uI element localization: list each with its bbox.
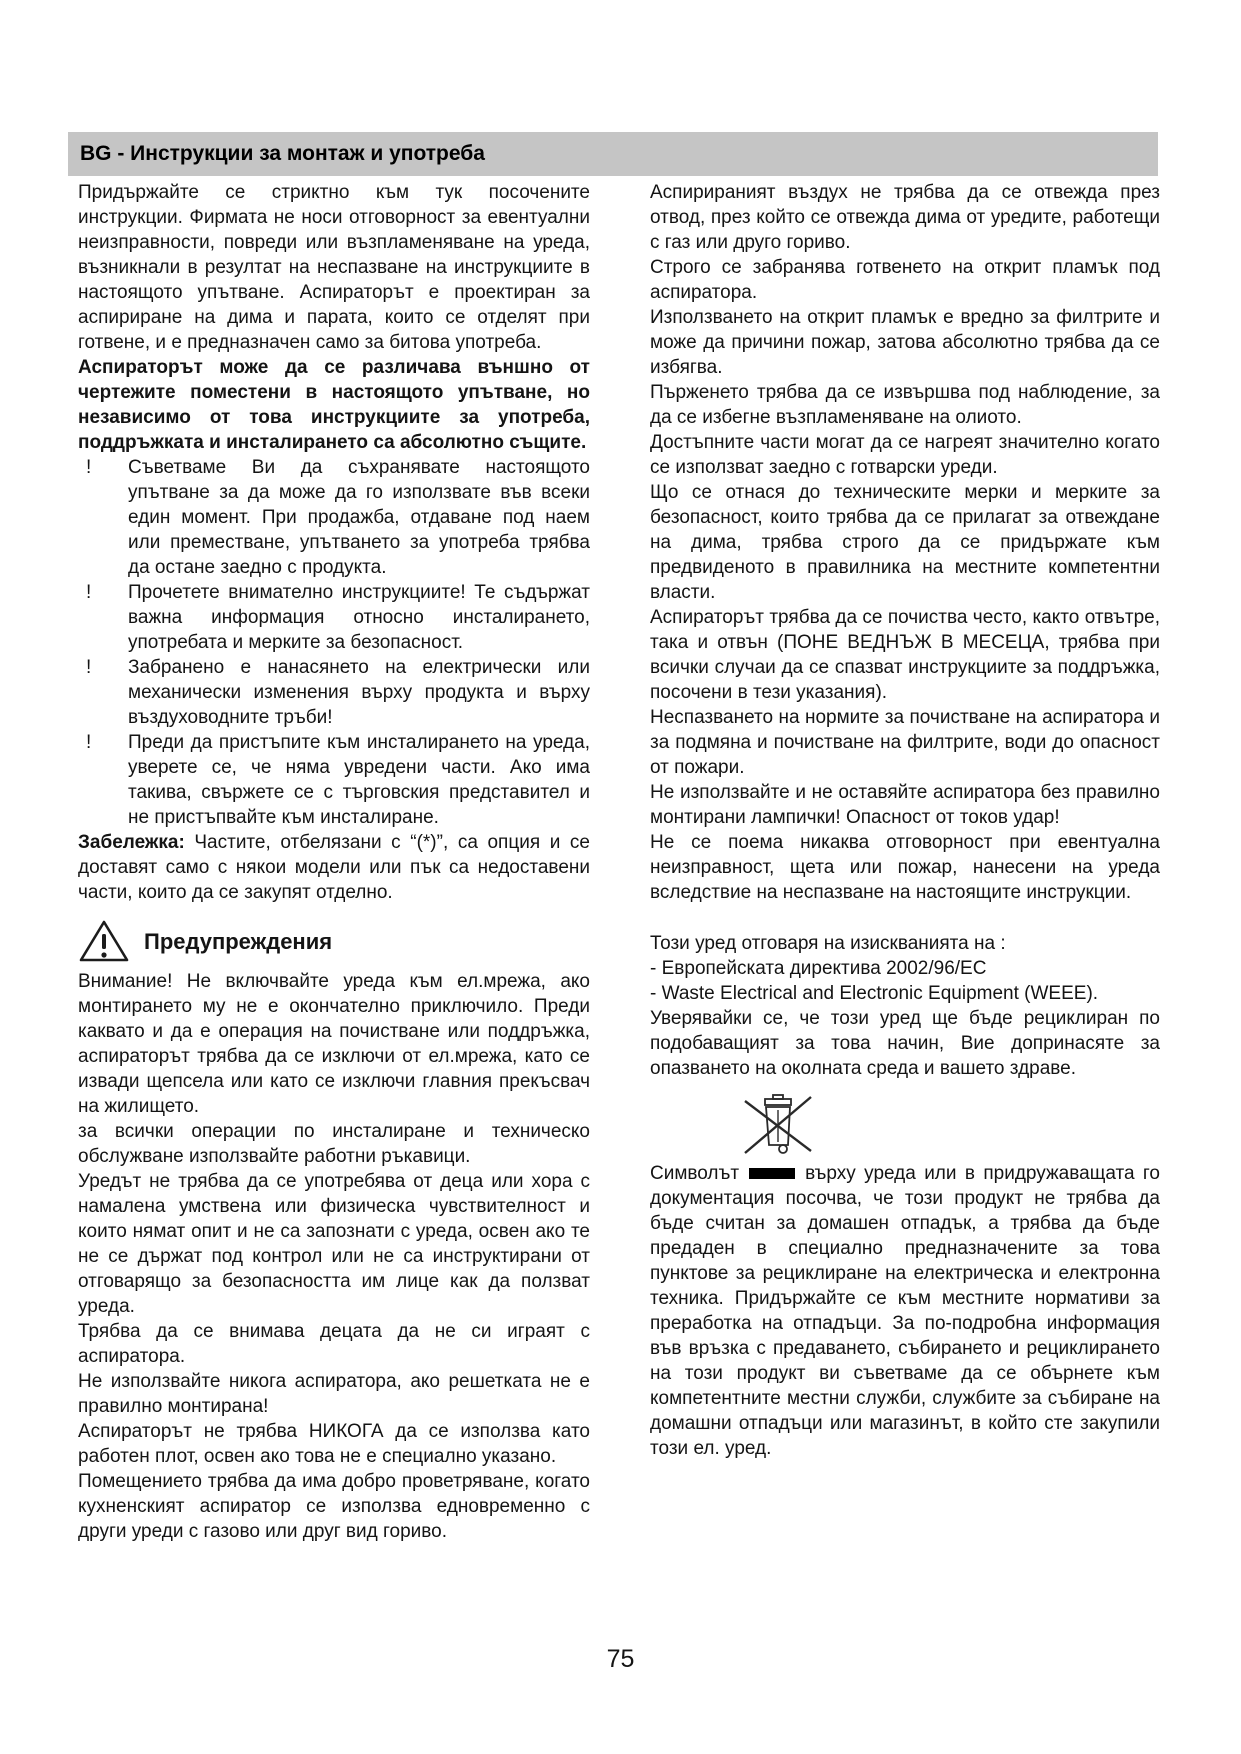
directive-item: - Waste Electrical and Electronic Equipment (WEEE). [650, 983, 1099, 1004]
bullet-marker: ! [86, 582, 92, 603]
section-header-title: BG - Инструкции за монтаж и употреба [80, 142, 485, 165]
list-item [78, 580, 590, 655]
bullet-marker: ! [86, 657, 92, 678]
warning-paragraph: за всички операции по инсталиране и техническо обслужване използвайте работни ръкавици. [78, 1121, 590, 1167]
warning-paragraph: Внимание! Не включвайте уреда към ел.мрежа, ако монтирането му не е окончателно приключило. Преди каквато и да е операция на почистване или поддръжка, аспираторът трябва да се изключи от ел.мрежа, като се извади щепсела или като се изключи главния прекъсвач на жилището. [78, 971, 590, 1117]
safety-paragraph: Аспирираният въздух не трябва да се отвежда през отвод, през който се отвежда дима от уредите, работещи с газ или друго гориво. [650, 182, 1160, 253]
symbol-paragraph [650, 1161, 1160, 1461]
safety-paragraph: Не се поема никаква отговорност при евентуална неизправност, щета или пожар, нанесени на уреда вследствие на неспазване на настоящите инструкции. [650, 832, 1160, 903]
warning-triangle-icon [78, 918, 130, 964]
warning-paragraph: Помещението трябва да има добро проветряване, когато кухненският аспиратор се използва едновременно с други уреди с газово или друг вид гориво. [78, 1471, 590, 1542]
list-item [78, 655, 590, 730]
left-column [78, 180, 590, 1544]
warning-paragraph: Уредът не трябва да се употребява от деца или хора с намалена умствена или физическа чувствителност и които нямат опит и не са запознати с уреда, освен ако те не се държат под контрол или не са инструктирани от отговарящо за безопасността им лице как да ползват уреда. [78, 1171, 590, 1317]
safety-paragraph: Използването на открит пламък е вредно за филтрите и може да причини пожар, затова абсолютно трябва да се избягва. [650, 307, 1160, 378]
right-column [650, 180, 1160, 1544]
safety-paragraph: Що се отнася до техническите мерки и мерките за безопасност, които трябва да се прилагат за отвеждане на дима, трябва строго да се придържате към предвиденото в правилника на местните компетентни власти. [650, 482, 1160, 603]
two-column-text [78, 180, 1160, 1544]
safety-paragraph: Неспазването на нормите за почистване на аспиратора и за подмяна и почистване на филтрите, води до опасност от пожари. [650, 707, 1160, 778]
safety-paragraph: Строго се забранява готвенето на открит пламък под аспиратора. [650, 257, 1160, 303]
warning-paragraph: Трябва да се внимава децата да не си играят с аспиратора. [78, 1321, 590, 1367]
safety-paragraph: Аспираторът трябва да се почиства често, както отвътре, така и отвън (ПОНЕ ВЕДНЪЖ В МЕСЕЦА, трябва при всички случаи да се спазват инструкциите за поддръжка, посочени в тези указания). [650, 607, 1160, 703]
list-item [78, 730, 590, 830]
blank-line [650, 905, 1160, 931]
symbol-text-after: върху уреда или в придружаващата го документация посочва, че този продукт не трябва да бъде считан за домашен отпадък, а трябва да бъде предаден в специално предназначените за това пунктове за рециклиране на електрическа и електронна техника. Придържайте се към местните нормативи за преработка на отпадъци. За по-подробна информация във връзка с предаването, събирането и рециклирането на този продукт ви съветваме да се обърнете към компетентните местни служби, службите за събиране на домашни отпадъци или магазинът, в който сте закупили този ел. уред. [650, 1163, 1160, 1459]
bold-note-paragraph: Аспираторът може да се различава външно от чертежите поместени в настоящото упътване, но независимо от това инструкциите за употреба, поддръжката и инсталирането са абсолютно същите. [78, 357, 590, 453]
bullet-marker: ! [86, 457, 92, 478]
safety-paragraph: Достъпните части могат да се нагреят значително когато се използват заедно с готварски уреди. [650, 432, 1160, 478]
intro-paragraph: Придържайте се стриктно към тук посочените инструкции. Фирмата не носи отговорност за евентуални неизправности, повреди или възпламеняване на уреда, възникнали в резултат на неспазване на инструкциите в настоящото упътване. Аспираторът е проектиран за аспириране на дима и парата, които се отделят при готвене, и е предназначен само за битова употреба. [78, 182, 590, 353]
list-item-text: Съветваме Ви да съхранявате настоящото упътване за да може да го използвате във всеки един момент. При продажба, отдаване под наем или преместване, упътването за употреба трябва да остане заедно с продукта. [128, 457, 590, 578]
list-item [78, 455, 590, 580]
warnings-heading-label: Предупреждения [144, 928, 333, 954]
list-item-text: Прочетете внимателно инструкциите! Те съдържат важна информация относно инсталирането, употребата и мерките за безопасност. [128, 582, 590, 653]
weee-crossed-bin-icon [742, 1093, 814, 1155]
note-label: Забележка: [78, 832, 185, 853]
safety-paragraph: Пърженето трябва да се извършва под наблюдение, за да се избегне възпламеняване на олиото. [650, 382, 1160, 428]
list-item-text: Преди да пристъпите към инсталирането на уреда, уверете се, че няма увредени части. Ако има такива, свържете се с търговския представител и не пристъпвайте към инсталиране. [128, 732, 590, 828]
weee-symbol-bar-icon [749, 1168, 795, 1179]
warnings-heading [78, 917, 590, 965]
list-item-text: Забранено е нанасянето на електрически или механически изменения върху продукта и върху въздуховодните тръби! [128, 657, 590, 728]
note-text: Частите, отбелязани с “(*)”, са опция и се доставят само с някои модели или пък са недоставени части, които да се закупят отделно. [78, 832, 590, 903]
compliance-intro: Този уред отговаря на изискванията на : [650, 933, 1006, 954]
directive-item: - Европейската директива 2002/96/EC [650, 958, 987, 979]
recycle-paragraph: Уверявайки се, че този уред ще бъде рециклиран по подобаващият за това начин, Вие допринасяте за опазването на околната среда и вашето здраве. [650, 1008, 1160, 1079]
symbol-text-before: Символът [650, 1163, 740, 1184]
safety-paragraph: Не използвайте и не оставяйте аспиратора без правилно монтирани лампички! Опасност от токов удар! [650, 782, 1160, 828]
section-header [68, 132, 1158, 176]
note-paragraph [78, 830, 590, 905]
page-number: 75 [606, 1645, 635, 1673]
warning-paragraph: Не използвайте никога аспиратора, ако решетката не е правилно монтирана! [78, 1371, 590, 1417]
bullet-marker: ! [86, 732, 92, 753]
warning-paragraph: Аспираторът не трябва НИКОГА да се използва като работен плот, освен ако това не е специално указано. [78, 1421, 590, 1467]
